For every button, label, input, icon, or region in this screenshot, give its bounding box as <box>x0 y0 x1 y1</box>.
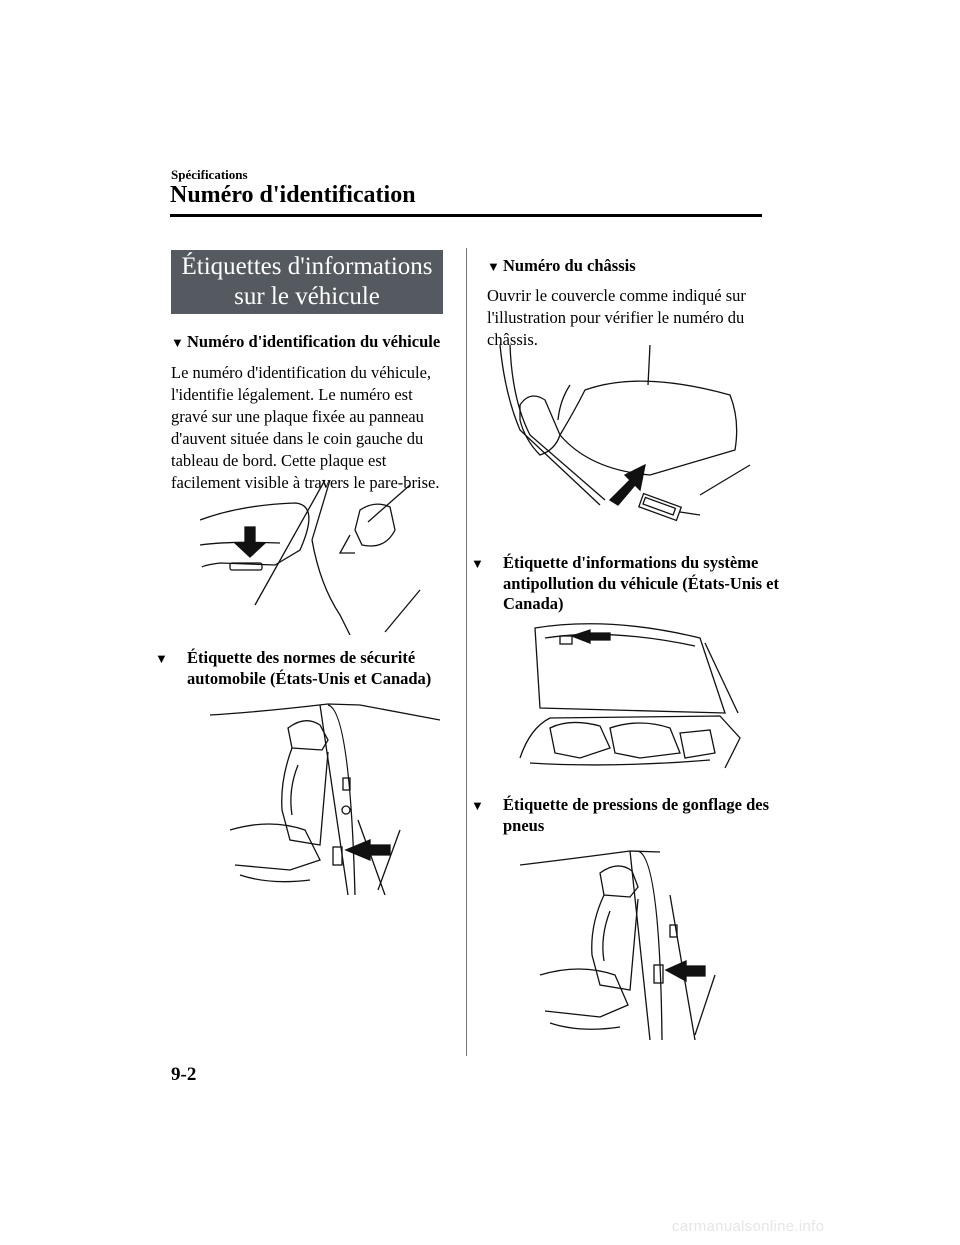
triangle-marker-icon: ▼ <box>155 651 168 666</box>
vin-heading-text: Numéro d'identification du véhicule <box>187 332 441 351</box>
page-number: 9-2 <box>171 1064 197 1085</box>
section-label: Spécifications <box>171 167 248 182</box>
page-title: Numéro d'identification <box>170 182 416 208</box>
vin-body: Le numéro d'identification du véhicule, l'identifie légalement. Le numéro est gravé sur une plaque fixée au panneau d'auvent située dans le coin gauche du tableau de bord. Cette plaque est facilement visible à travers le pare-brise. <box>171 363 440 492</box>
chassis-body: Ouvrir le couvercle comme indiqué sur l'illustration pour vérifier le numéro du châssis. <box>487 286 746 349</box>
section-banner <box>171 250 443 314</box>
chassis-heading <box>487 256 762 277</box>
safety-heading-text: Étiquette des normes de sécurité automobile (États-Unis et Canada) <box>187 648 432 688</box>
safety-heading <box>155 648 462 689</box>
triangle-marker-icon: ▼ <box>487 259 500 274</box>
banner-line-1: Étiquettes d'informations <box>181 253 433 280</box>
emission-heading-text: Étiquette d'informations du système antipollution du véhicule (États-Unis et Canada) <box>503 553 779 613</box>
vin-plate-illustration <box>200 475 425 635</box>
vin-heading <box>171 332 446 353</box>
triangle-marker-icon: ▼ <box>471 798 484 813</box>
chassis-number-illustration <box>490 340 760 535</box>
door-label-illustration <box>210 700 440 900</box>
watermark: carmanualsonline.info <box>672 1218 825 1235</box>
hood-label-illustration <box>510 618 745 778</box>
tire-heading-text: Étiquette de pressions de gonflage des pneus <box>503 795 769 835</box>
triangle-marker-icon: ▼ <box>471 556 484 571</box>
column-divider <box>466 248 467 1056</box>
tire-label-illustration <box>520 845 730 1045</box>
title-rule <box>170 214 762 217</box>
tire-heading <box>471 795 778 836</box>
banner-line-2: sur le véhicule <box>234 283 380 310</box>
chassis-heading-text: Numéro du châssis <box>503 256 636 275</box>
emission-heading <box>471 553 781 614</box>
triangle-marker-icon: ▼ <box>171 335 184 350</box>
